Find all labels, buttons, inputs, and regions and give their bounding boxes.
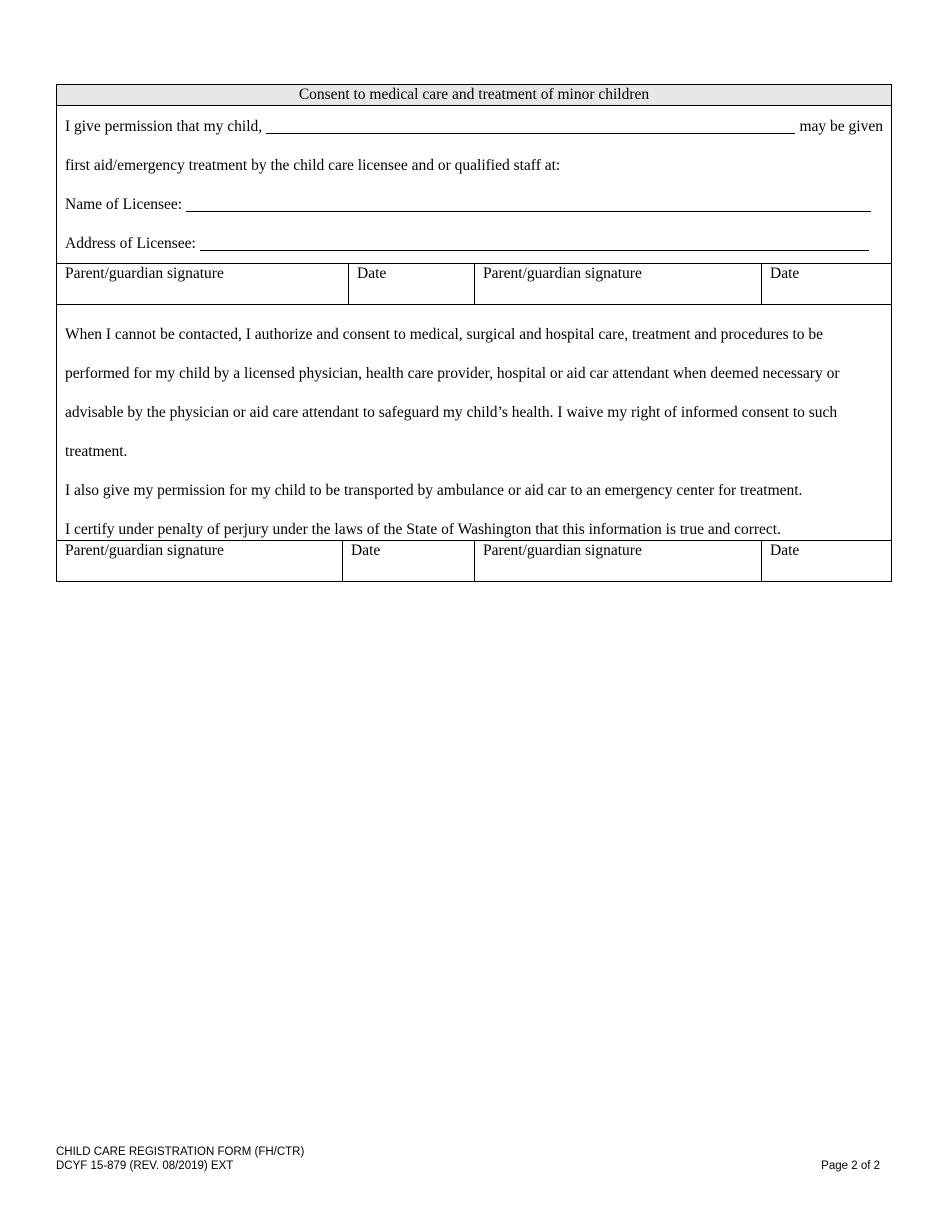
date-label: Date: [770, 265, 800, 282]
licensee-name-label: Name of Licensee:: [65, 196, 183, 213]
parent-signature-field-1[interactable]: [57, 264, 349, 304]
signature-label: Parent/guardian signature: [483, 542, 642, 559]
licensee-name-field[interactable]: [186, 197, 871, 212]
consent-section: [57, 304, 891, 540]
certify-paragraph: I certify under penalty of perjury under the laws of the State of Washington that this information is true and correct.: [65, 521, 781, 538]
signature-label: Parent/guardian signature: [65, 265, 224, 282]
date-field-1[interactable]: [349, 264, 475, 304]
child-name-row: [57, 106, 891, 146]
date-label: Date: [357, 265, 387, 282]
licensee-name-row: [57, 185, 891, 224]
permission-suffix: may be given: [799, 118, 883, 135]
date-field-4[interactable]: [762, 541, 891, 581]
signature-row-1: [57, 263, 891, 304]
consent-form: [56, 84, 892, 582]
date-label: Date: [351, 542, 381, 559]
licensee-address-row: [57, 224, 891, 263]
date-field-2[interactable]: [762, 264, 891, 304]
first-aid-row: [57, 146, 891, 185]
footer-page-number: Page 2 of 2: [821, 1160, 880, 1172]
date-field-3[interactable]: [343, 541, 475, 581]
footer-form-number: DCYF 15-879 (REV. 08/2019) EXT: [56, 1160, 234, 1172]
transport-paragraph: I also give my permission for my child to be transported by ambulance or aid car to an emergency center for treatment.: [65, 482, 803, 499]
licensee-address-label: Address of Licensee:: [65, 235, 196, 252]
child-name-field[interactable]: [266, 119, 795, 134]
consent-paragraph: When I cannot be contacted, I authorize and consent to medical, surgical and hospital care, treatment and procedures to be performed for my child by a licensed physician, health care provider, hospital or aid car attendant when deemed necessary or advisable by the physician or aid care attendant to safeguard my child’s health. I waive my right of informed consent to such treatment.: [65, 326, 840, 460]
footer-form-info: [56, 1145, 304, 1173]
parent-signature-field-4[interactable]: [475, 541, 762, 581]
first-aid-text: first aid/emergency treatment by the child care licensee and or qualified staff at:: [65, 157, 561, 174]
parent-signature-field-3[interactable]: [57, 541, 343, 581]
licensee-address-field[interactable]: [200, 236, 869, 251]
signature-row-2: [57, 540, 891, 581]
signature-label: Parent/guardian signature: [65, 542, 224, 559]
form-title: Consent to medical care and treatment of minor children: [57, 85, 891, 106]
signature-label: Parent/guardian signature: [483, 265, 642, 282]
permission-prefix: I give permission that my child,: [65, 118, 263, 135]
parent-signature-field-2[interactable]: [475, 264, 762, 304]
footer-form-name: CHILD CARE REGISTRATION FORM (FH/CTR): [56, 1146, 305, 1158]
date-label: Date: [770, 542, 800, 559]
